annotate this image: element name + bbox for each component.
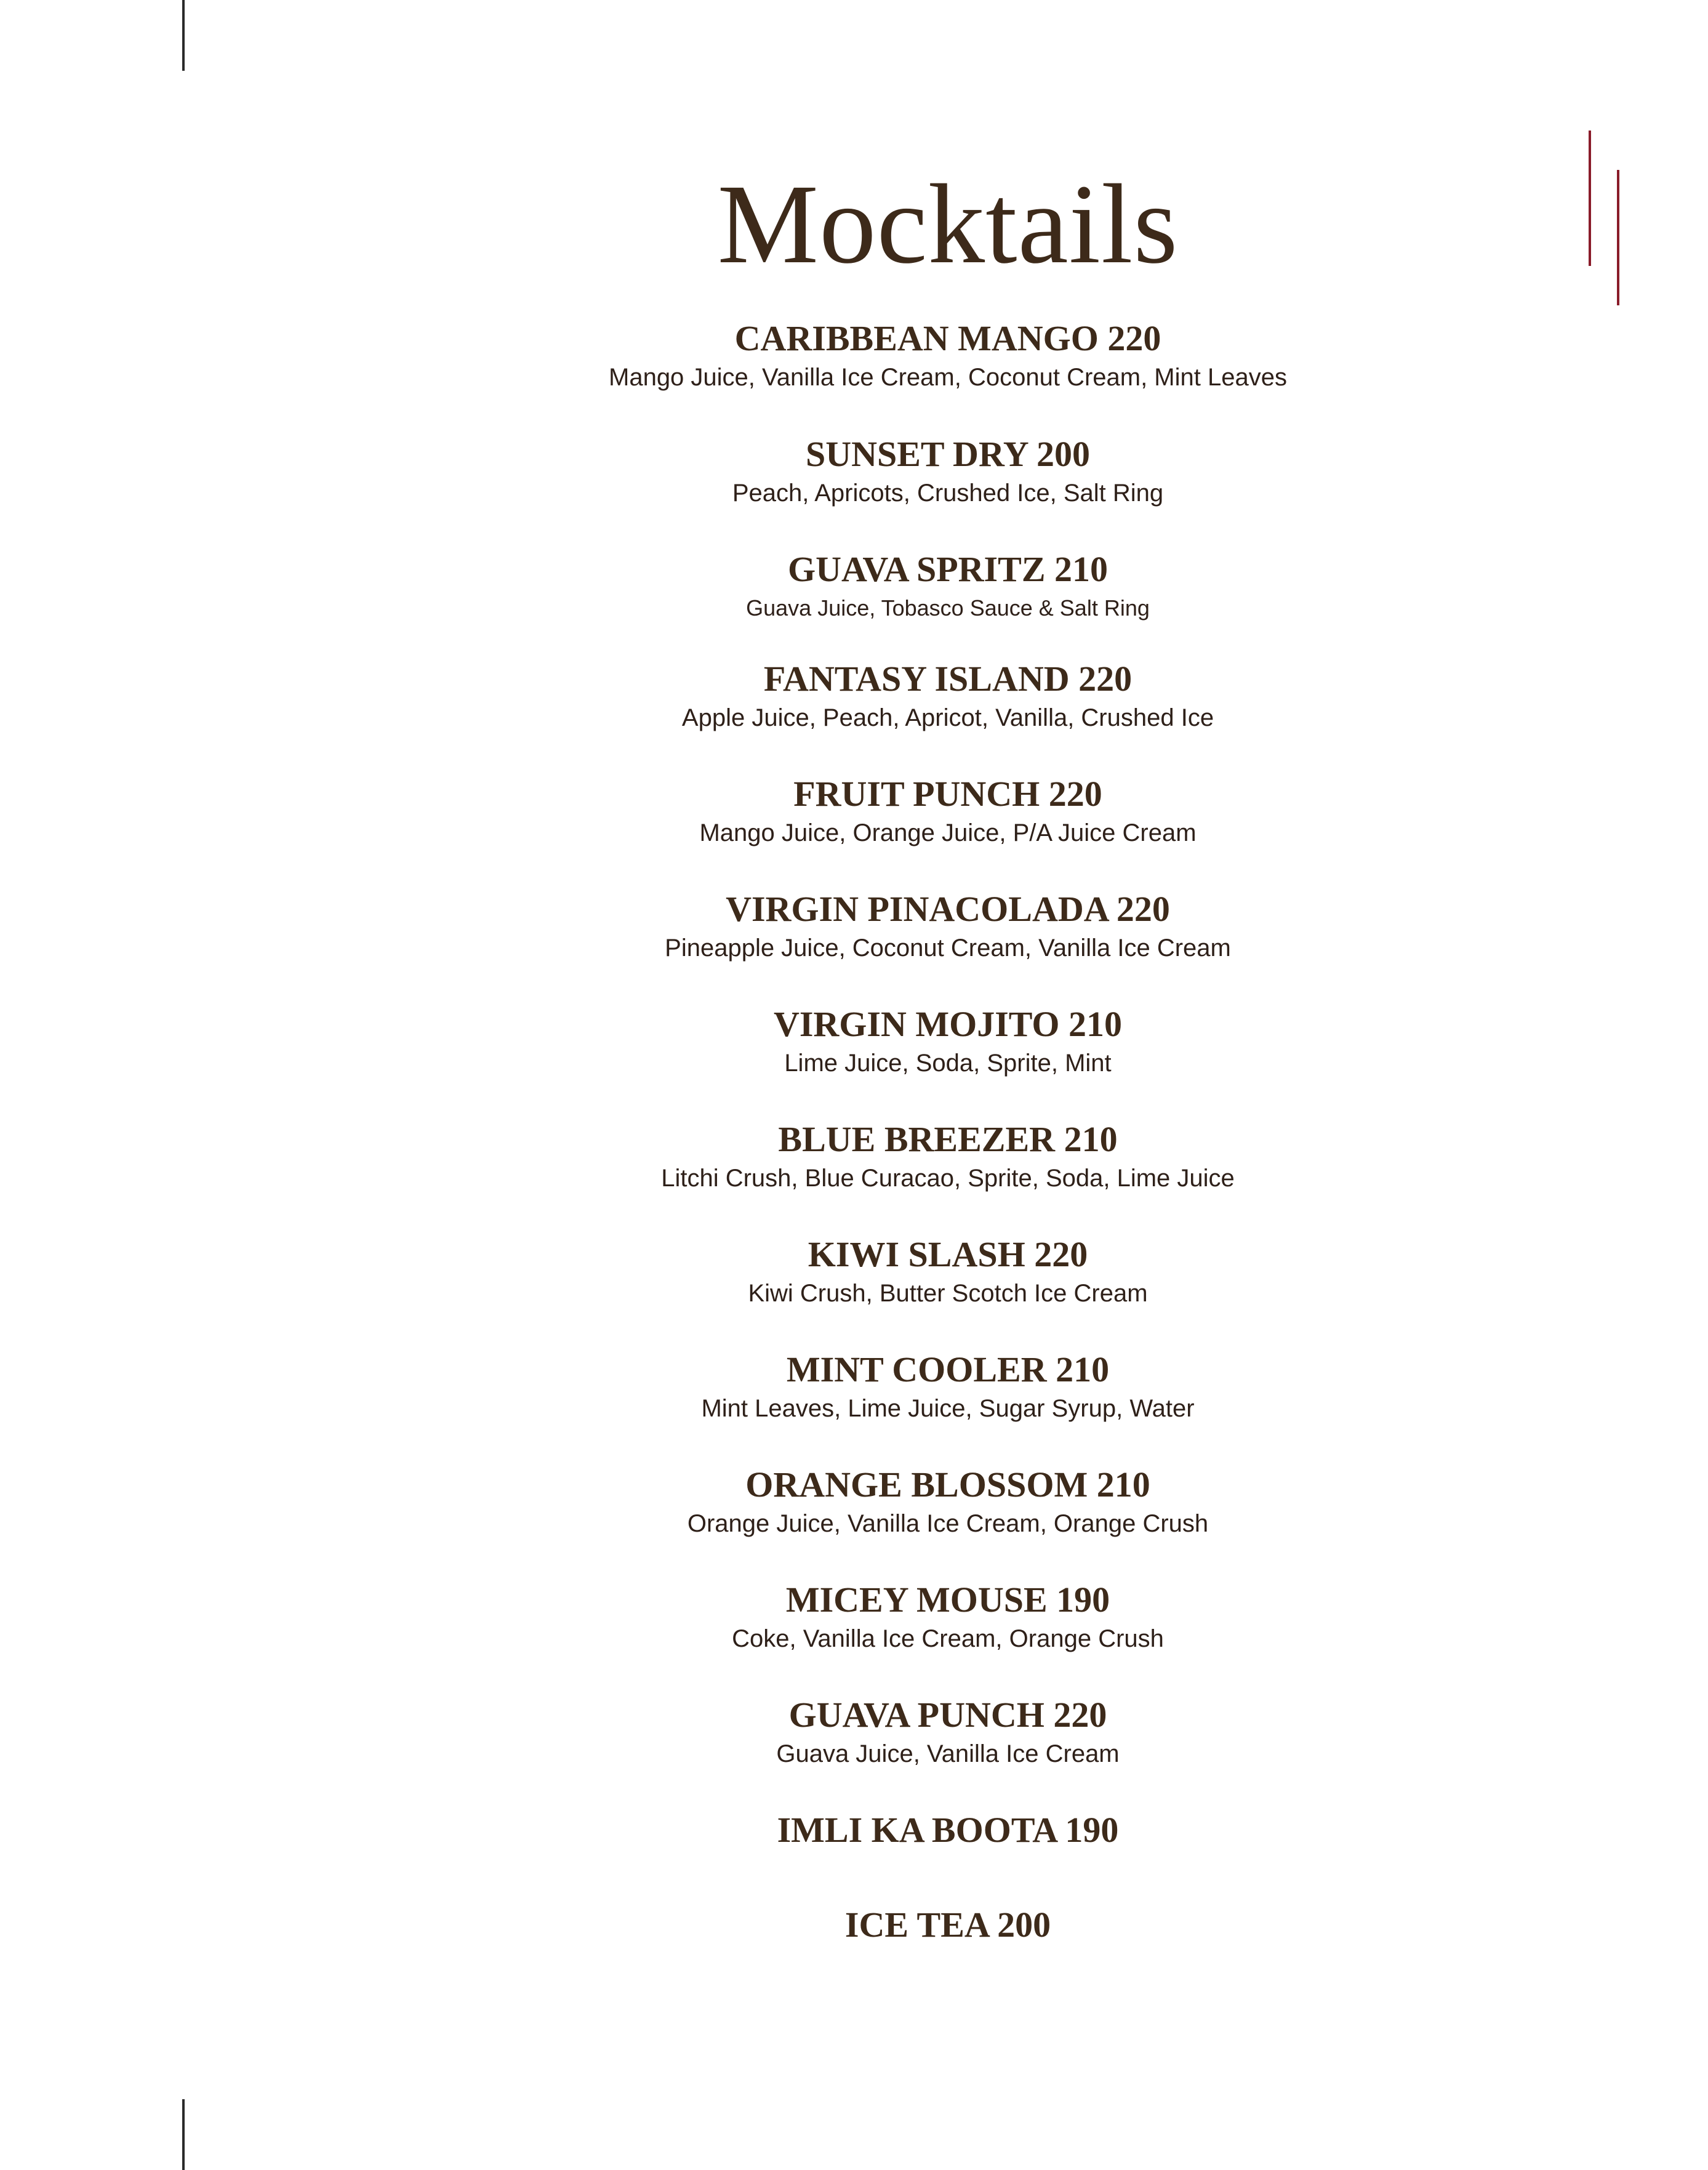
item-description: Guava Juice, Vanilla Ice Cream [776,1740,1120,1767]
item-name: BLUE BREEZER 210 [778,1119,1118,1159]
item-name: ICE TEA 200 [844,1905,1051,1945]
item-description: Kiwi Crush, Butter Scotch Ice Cream [748,1280,1148,1307]
menu-item [554,1348,1342,1426]
menu-item [554,1694,1342,1771]
crop-mark-bottom-left [182,2099,185,2170]
menu-item [554,1003,1342,1080]
item-description: Guava Juice, Tobasco Sauce & Salt Ring [746,595,1150,621]
menu-item [554,1903,1342,1947]
item-name: CARIBBEAN MANGO 220 [734,318,1161,358]
item-name: IMLI KA BOOTA 190 [777,1810,1119,1850]
menu-item [554,1578,1342,1656]
item-description: Litchi Crush, Blue Curacao, Sprite, Soda, Lime Juice [661,1165,1235,1192]
item-name: GUAVA SPRITZ 210 [787,549,1109,589]
item-description: Mango Juice, Vanilla Ice Cream, Coconut Cream, Mint Leaves [609,364,1287,391]
item-description: Apple Juice, Peach, Apricot, Vanilla, Crushed Ice [681,704,1214,731]
menu-item [554,657,1342,735]
menu-item [554,1463,1342,1541]
crop-mark-top-left [182,0,185,71]
item-name: MINT COOLER 210 [786,1349,1110,1389]
item-name: ORANGE BLOSSOM 210 [745,1465,1150,1505]
item-description: Peach, Apricots, Crushed Ice, Salt Ring [732,480,1164,507]
item-name: SUNSET DRY 200 [805,434,1091,474]
item-name: FANTASY ISLAND 220 [763,659,1133,699]
menu-item [554,773,1342,850]
menu-title: Mocktails [717,161,1179,287]
menu-item [554,1118,1342,1196]
menu-item [554,317,1342,395]
item-name: GUAVA PUNCH 220 [788,1695,1107,1735]
item-description: Mint Leaves, Lime Juice, Sugar Syrup, Water [701,1395,1195,1422]
item-description: Pineapple Juice, Coconut Cream, Vanilla Ice Cream [665,934,1231,962]
accent-line-right-2 [1617,170,1619,305]
item-description: Orange Juice, Vanilla Ice Cream, Orange Crush [687,1510,1209,1537]
item-description: Mango Juice, Orange Juice, P/A Juice Cream [699,819,1197,846]
item-name: MICEY MOUSE 190 [785,1580,1110,1620]
item-name: VIRGIN PINACOLADA 220 [726,889,1170,929]
item-description: Lime Juice, Soda, Sprite, Mint [784,1050,1112,1077]
item-name: FRUIT PUNCH 220 [793,774,1102,814]
menu-item [554,1809,1342,1852]
item-description: Coke, Vanilla Ice Cream, Orange Crush [732,1625,1164,1652]
menu-item [554,1233,1342,1311]
item-name: VIRGIN MOJITO 210 [773,1004,1123,1044]
menu-item [554,433,1342,510]
menu-item [554,548,1342,625]
menu-item [554,888,1342,965]
item-name: KIWI SLASH 220 [808,1234,1088,1274]
accent-line-right-1 [1589,131,1591,266]
